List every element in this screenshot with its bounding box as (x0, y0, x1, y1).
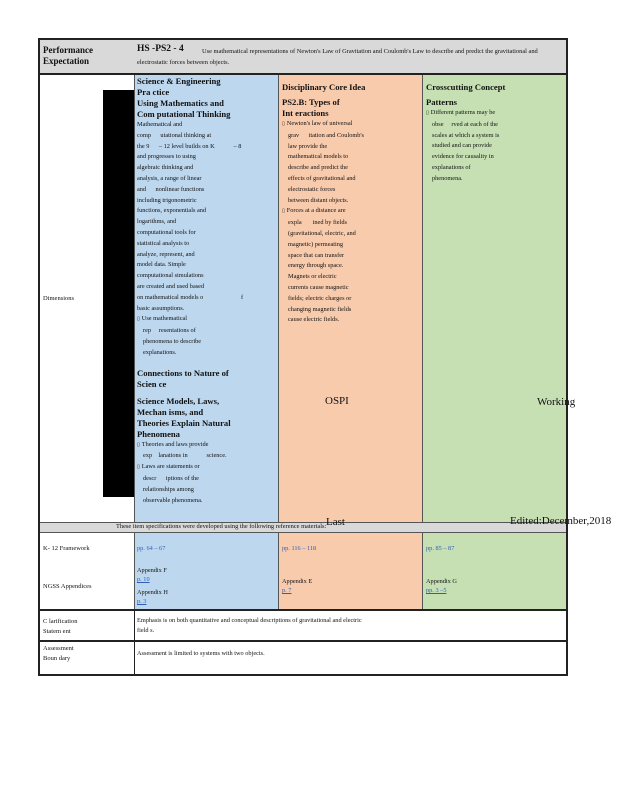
framework-ccc-pages: pp. 85 – 87 (426, 545, 455, 552)
framework-sep-pages: pp. 64 – 67 (137, 545, 166, 552)
bullet-icon: ▯ (137, 317, 140, 323)
ngss-dci-appendix-e-link[interactable]: p. 7 (282, 587, 292, 594)
text-line: functions, exponentials and (137, 207, 207, 215)
bullet-icon: ▯ (137, 465, 140, 471)
ccc-title: Crosscutting Concept (426, 82, 506, 92)
text-line: basic assumptions. (137, 304, 185, 312)
black-redaction-bar (103, 90, 135, 497)
bullet-icon: ▯ (426, 111, 429, 116)
sep-bullet (137, 314, 277, 358)
text-line: analyze, represent, and (137, 250, 195, 258)
ngss-ccc-appendix-g-link[interactable]: pp. 3 –5 (426, 587, 447, 594)
pe-code: HS -PS2 - 4 (137, 44, 184, 54)
text-line: including trigonometric (137, 196, 197, 204)
text-line: changing magnetic fields (288, 305, 352, 313)
ngss-label: NGSS Appendices (43, 583, 92, 590)
sep-subtitle: Using Mathematics and (137, 98, 224, 108)
text-line: grav itation and Coulomb's (288, 131, 364, 139)
dci-subtitle-2: Int eractions (282, 108, 329, 118)
text-line: magnetic) permeating (288, 240, 344, 248)
text-line: ▯ Theories and laws provide (137, 440, 209, 448)
text-line: (gravitational, electric, and (288, 229, 356, 237)
text-line: studied and can provide (432, 142, 492, 150)
divider (40, 609, 566, 611)
sep-block (137, 76, 277, 506)
text-line: currents cause magnetic (288, 283, 349, 291)
bullet-icon: ▯ (282, 122, 285, 127)
text-line: explanations. (143, 348, 177, 356)
text-line: ▯ Laws are statements or (137, 463, 200, 471)
models-bullet-1 (137, 440, 277, 463)
ngss-sep-appendix-f: Appendix F (137, 567, 167, 574)
text-line: mathematical models to (288, 153, 349, 161)
framework-label: K- 12 Framework (43, 545, 90, 552)
clarification-label (43, 617, 77, 637)
models-heading-3: Theories Explain Natural (137, 417, 231, 428)
clarification-text-1: Emphasis is on both quantitative and conceptual descriptions of gravitational and electric (137, 617, 362, 624)
ngss-sep-appendix-h-link[interactable]: p. 3 (137, 598, 147, 605)
text-line: ▯ Different patterns may be (426, 109, 496, 116)
models-heading-4: Phenomena (137, 428, 180, 439)
watermark-last: Last (326, 516, 345, 528)
text-line: comp utational thinking at (137, 131, 212, 139)
text-line: energy through space. (288, 262, 344, 270)
pe-text: Use mathematical representations of Newton's Law of Gravitation and Coulomb's Law to describe and predict the gravitational and electrostatic forces between objects. (137, 48, 538, 66)
text-line: law provide the (288, 142, 328, 150)
column-divider (278, 533, 279, 609)
ngss-sep-appendix-f-link[interactable]: p. 10 (137, 576, 150, 583)
models-heading: Science Models, Laws, (137, 395, 220, 406)
text-line: Magnets or electric (288, 273, 337, 281)
connections-heading-2: Scien ce (137, 378, 167, 389)
dci-block (282, 82, 420, 326)
text-line: algebraic thinking and (137, 164, 194, 172)
text-line: explanations of (432, 163, 471, 171)
sep-text (137, 120, 277, 314)
text-line: ▯ Forces at a distance are (282, 207, 346, 215)
text-line: phenomena to describe (143, 337, 202, 345)
text-line: and progresses to using (137, 153, 196, 161)
text-line: ▯ Use mathematical (137, 315, 188, 323)
text-line: describe and predict the (288, 164, 348, 172)
clarification-text-2: field s. (137, 627, 155, 634)
text-line: expla ined by fields (288, 219, 347, 227)
text-line: ▯ Newton's law of universal (282, 120, 353, 127)
assessment-label-1: Assessment (43, 645, 74, 652)
text-line: between distant objects. (288, 196, 349, 204)
dci-subtitle: PS2.B: Types of (282, 97, 340, 107)
column-divider (278, 75, 279, 525)
assessment-label (43, 644, 74, 664)
clarification-label-2: Statem ent (43, 628, 71, 635)
dimensions-label: Dimensions (43, 295, 75, 302)
dci-bullet-2 (282, 206, 420, 326)
clarification-text (137, 616, 362, 636)
pe-label: Performance Expectation (43, 45, 93, 66)
dci-bullet-1 (282, 119, 420, 206)
ngss-dci-appendix-e: Appendix E (282, 578, 313, 585)
ngss-sep-appendix-h: Appendix H (137, 589, 168, 596)
text-line: electrostatic forces (288, 185, 336, 193)
text-line: evidence for causality in (432, 153, 494, 161)
text-line: exp lanations in science. (143, 452, 227, 460)
text-line: cause electric fields. (288, 316, 340, 324)
watermark-ospi: OSPI (325, 395, 349, 407)
text-line: the 9 – 12 level builds on K – 8 (137, 142, 242, 150)
clarification-label-1: C larification (43, 618, 78, 625)
ccc-block (426, 82, 564, 185)
reference-note: These item specifications were developed using the following reference materials: (116, 523, 327, 530)
text-line: statistical analysis to (137, 239, 190, 247)
bullet-icon: ▯ (137, 442, 140, 448)
text-line: are created and used based (137, 282, 205, 290)
framework-dci-pages: pp. 116 – 118 (282, 545, 317, 552)
text-line: computational tools for (137, 228, 196, 236)
watermark-working: Working (537, 396, 576, 408)
text-line: relationships among (143, 485, 194, 493)
text-line: analysis, a range of linear (137, 174, 202, 182)
text-line: computational simulations (137, 272, 204, 280)
column-divider (134, 611, 135, 676)
column-divider (134, 75, 135, 525)
text-line: model data. Simple (137, 261, 186, 269)
column-divider (422, 75, 423, 525)
text-line: rep resentations of (143, 327, 196, 335)
text-line: scales at which a system is (432, 131, 500, 139)
models-bullet-2 (137, 462, 277, 506)
divider (40, 640, 566, 642)
assessment-text: Assessment is limited to systems with two objects. (137, 650, 265, 657)
connections-heading: Connections to Nature of (137, 367, 229, 378)
text-line: fields; electric charges or (288, 294, 352, 302)
text-line: and nonlinear functions (137, 185, 205, 193)
sep-title-2: Pra ctice (137, 87, 170, 97)
ccc-subtitle: Patterns (426, 97, 458, 107)
watermark-edited: Edited:December,2018 (510, 515, 612, 527)
text-line: space that can transfer (288, 251, 345, 259)
text-line: phenomena. (432, 174, 463, 182)
ccc-bullet-1 (426, 108, 564, 185)
sep-title: Science & Engineering (137, 76, 221, 86)
text-line: obse rved at each of the (432, 120, 498, 128)
dci-title: Disciplinary Core Idea (282, 82, 366, 92)
text-line: descr iptions of the (143, 474, 199, 482)
bullet-icon: ▯ (282, 209, 285, 215)
text-line: effects of gravitational and (288, 174, 356, 182)
sep-subtitle-2: Com putational Thinking (137, 109, 231, 119)
column-divider (134, 533, 135, 609)
models-heading-2: Mechan isms, and (137, 406, 204, 417)
column-divider (422, 533, 423, 609)
text-line: logarithms, and (137, 218, 177, 226)
ngss-ccc-appendix-g: Appendix G (426, 578, 457, 585)
text-line: Mathematical and (137, 121, 183, 128)
assessment-label-2: Boun dary (43, 655, 71, 662)
text-line: on mathematical models o f (137, 293, 244, 301)
text-line: observable phenomena. (143, 496, 203, 504)
